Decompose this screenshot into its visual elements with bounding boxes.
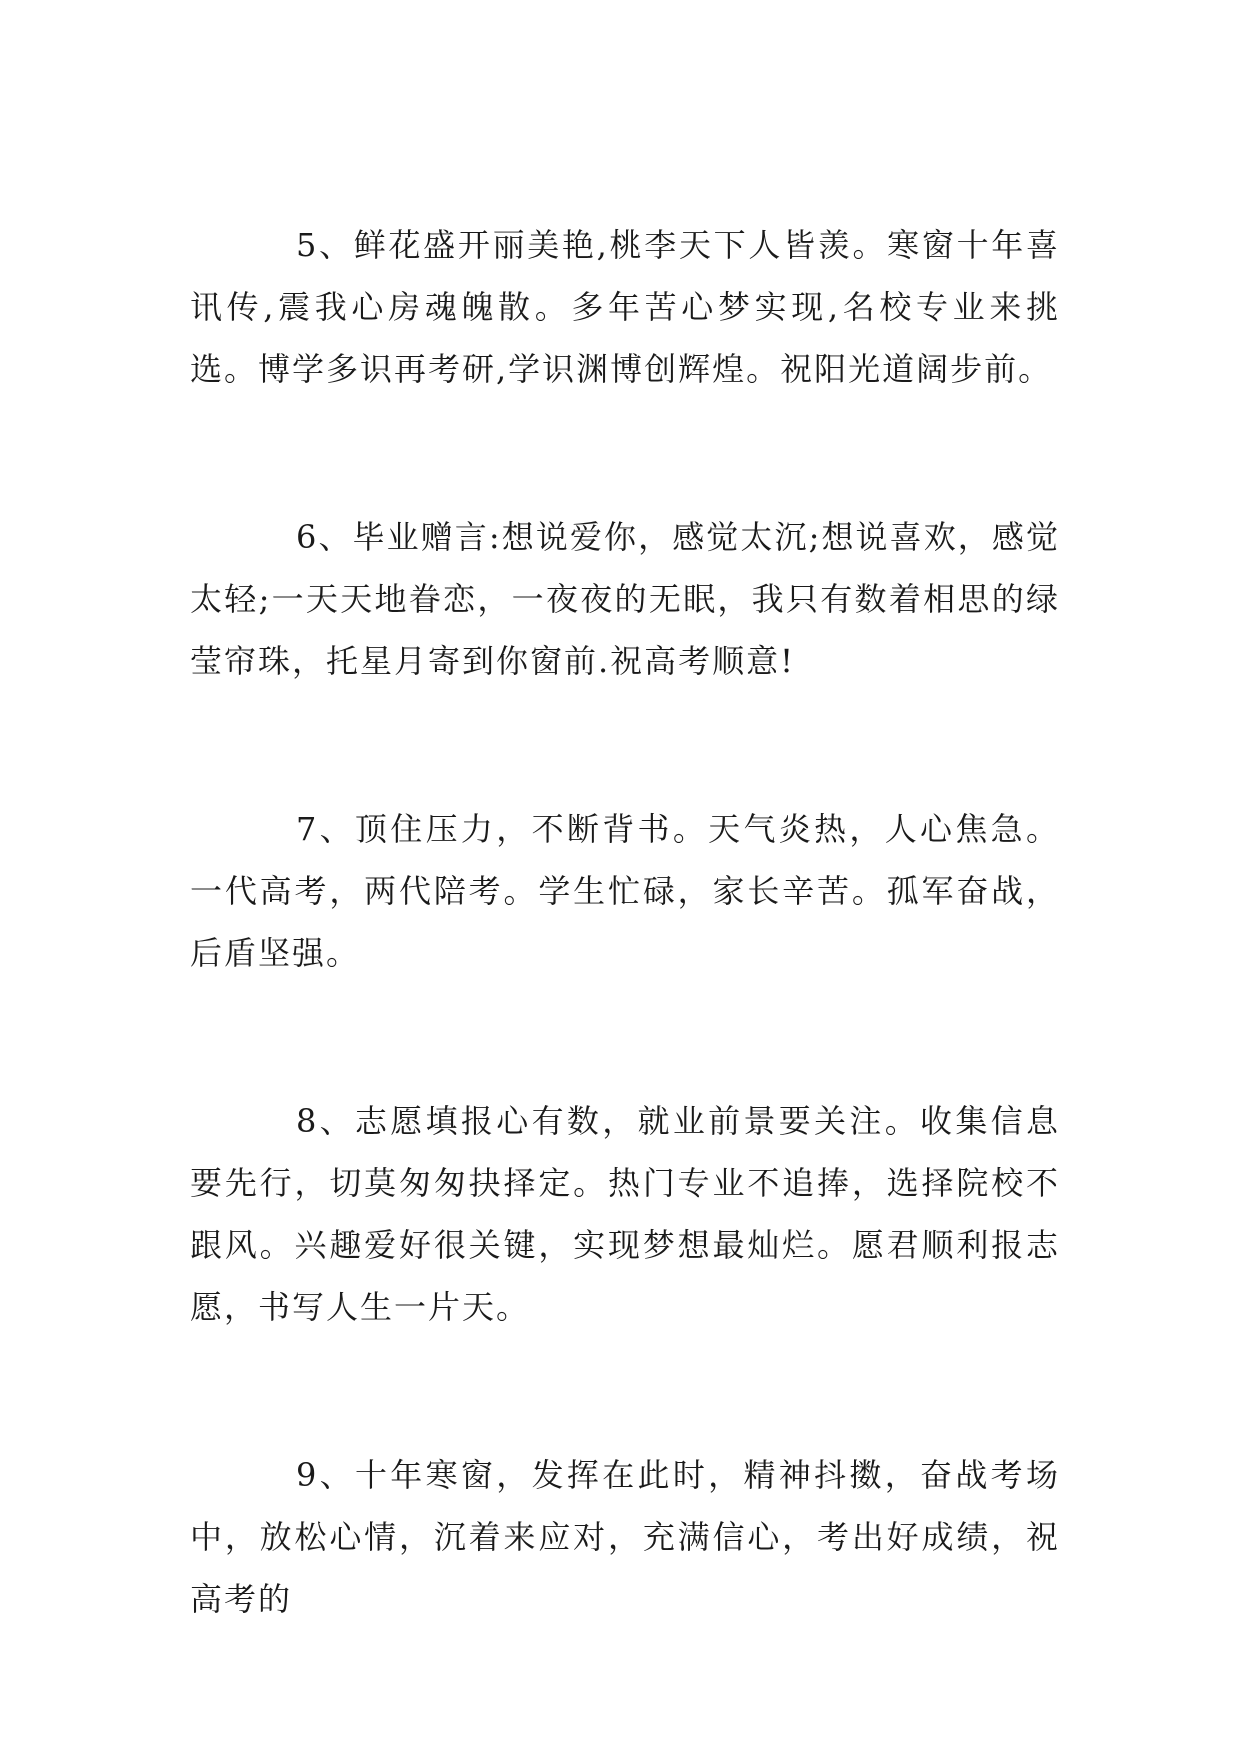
paragraph-9: 9、十年寒窗，发挥在此时，精神抖擞，奋战考场中，放松心情，沉着来应对，充满信心，考出好成绩，祝高考的 [190, 1456, 1060, 1618]
paragraph-5: 5、鲜花盛开丽美艳,桃李天下人皆羡。寒窗十年喜讯传,震我心房魂魄散。多年苦心梦实现,名校专业来挑选。博学多识再考研,学识渊博创辉煌。祝阳光道阔步前。 [190, 226, 1060, 388]
paragraph-6: 6、毕业赠言:想说爱你，感觉太沉;想说喜欢，感觉太轻;一天天地眷恋，一夜夜的无眠，我只有数着相思的绿莹帘珠，托星月寄到你窗前.祝高考顺意! [190, 518, 1060, 680]
paragraph-7: 7、顶住压力，不断背书。天气炎热，人心焦急。一代高考，两代陪考。学生忙碌，家长辛苦。孤军奋战，后盾坚强。 [190, 810, 1060, 972]
paragraph-8: 8、志愿填报心有数，就业前景要关注。收集信息要先行，切莫匆匆抉择定。热门专业不追捧，选择院校不跟风。兴趣爱好很关键，实现梦想最灿烂。愿君顺利报志愿，书写人生一片天。 [190, 1102, 1060, 1326]
